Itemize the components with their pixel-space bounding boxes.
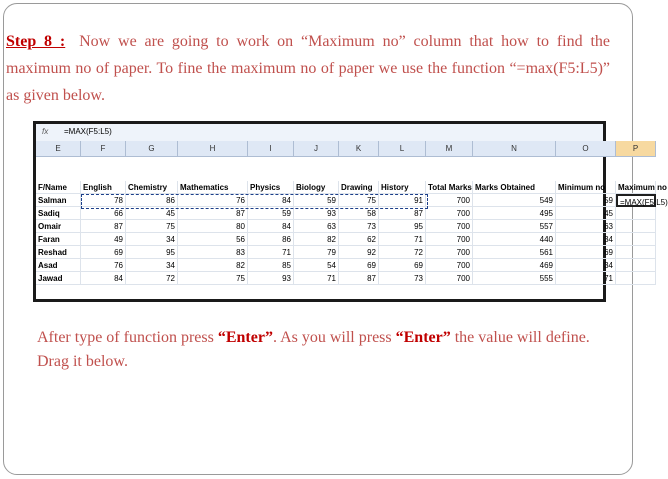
intro-text: Now we are going to work on “Maximum no” column that how to find the maximum no of paper. To fine the maximum no of paper we use the function “=max(F5:L5)” as given below. [6,33,611,104]
column-letter-e[interactable]: E [36,141,81,157]
table-cell[interactable]: 71 [294,272,339,285]
row-name-cell[interactable]: Asad [36,259,81,272]
table-cell[interactable]: 72 [379,246,426,259]
table-cell[interactable]: 700 [426,220,473,233]
table-cell[interactable]: 87 [81,220,126,233]
table-cell[interactable]: 561 [473,246,556,259]
table-cell[interactable]: 72 [126,272,178,285]
table-cell[interactable]: 59 [248,207,294,220]
table-cell[interactable]: 700 [426,246,473,259]
table-cell[interactable]: 73 [379,272,426,285]
table-cell[interactable]: 555 [473,272,556,285]
table-header-cell[interactable]: F/Name [36,181,81,194]
table-cell[interactable]: 700 [426,207,473,220]
table-cell[interactable]: 91 [379,194,426,207]
enter-keyword-2: “Enter” [395,329,451,346]
table-header-cell[interactable]: Marks Obtained [473,181,556,194]
formula-value: =MAX(F5:L5) [64,127,112,136]
after-text-3: the value will define. Drag it below. [37,329,590,370]
table-cell[interactable] [616,246,656,259]
table-cell[interactable]: 34 [126,259,178,272]
table-header-cell[interactable]: Minimum no [556,181,616,194]
fx-icon: fx [42,127,49,136]
table-header-cell[interactable]: Chemistry [126,181,178,194]
table-cell[interactable]: 75 [126,220,178,233]
table-cell[interactable]: 78 [81,194,126,207]
table-cell[interactable] [616,220,656,233]
spreadsheet-screenshot [33,121,668,302]
table-cell[interactable]: 700 [426,259,473,272]
table-cell[interactable]: 700 [426,272,473,285]
table-cell[interactable]: 700 [426,233,473,246]
column-letter-j[interactable]: J [294,141,339,157]
table-cell[interactable] [616,259,656,272]
table-cell[interactable]: 69 [556,246,616,259]
table-cell[interactable]: 84 [81,272,126,285]
column-letter-p[interactable]: P [616,141,656,157]
table-cell[interactable]: 700 [426,194,473,207]
table-cell[interactable]: 557 [473,220,556,233]
column-header-row [36,141,639,157]
table-cell[interactable]: 87 [178,207,248,220]
table-header-cell[interactable]: English [81,181,126,194]
column-letter-i[interactable]: I [248,141,294,157]
table-cell[interactable]: 69 [339,259,379,272]
column-letter-m[interactable]: M [426,141,473,157]
step-label: Step 8 : [6,33,66,50]
table-cell[interactable]: 45 [126,207,178,220]
table-cell[interactable]: 69 [379,259,426,272]
row-name-cell[interactable]: Salman [36,194,81,207]
table-cell[interactable]: 63 [556,220,616,233]
table-header-cell[interactable]: Biology [294,181,339,194]
intro-paragraph [6,28,610,109]
table-cell[interactable]: 45 [556,207,616,220]
table-header-cell[interactable]: Physics [248,181,294,194]
row-name-cell[interactable]: Reshad [36,246,81,259]
table-cell[interactable]: 75 [339,194,379,207]
table-cell[interactable]: 86 [126,194,178,207]
column-letter-n[interactable]: N [473,141,556,157]
table-cell[interactable]: 76 [81,259,126,272]
table-cell[interactable]: 56 [178,233,248,246]
table-cell[interactable]: 34 [556,259,616,272]
row-name-cell[interactable]: Sadiq [36,207,81,220]
table-cell[interactable]: 62 [339,233,379,246]
column-letter-f[interactable]: F [81,141,126,157]
data-grid [36,157,668,302]
table-cell[interactable]: 83 [178,246,248,259]
formula-bar [36,124,603,142]
table-cell[interactable]: 85 [248,259,294,272]
table-cell[interactable]: 95 [126,246,178,259]
table-cell[interactable]: 84 [248,194,294,207]
table-header-cell[interactable]: Mathematics [178,181,248,194]
table-cell[interactable]: 86 [248,233,294,246]
after-text-2: . As you will press [272,329,396,346]
after-text-1: After type of function press [37,329,218,346]
table-header-cell[interactable]: Maximum no [618,183,667,192]
active-formula-cell[interactable]: =MAX(F5:L5) [616,194,656,207]
table-cell[interactable]: 84 [248,220,294,233]
column-letter-l[interactable]: L [379,141,426,157]
table-cell[interactable]: 49 [81,233,126,246]
table-cell[interactable]: 92 [339,246,379,259]
table-cell[interactable]: 71 [379,233,426,246]
table-cell[interactable] [616,272,656,285]
table-header-cell[interactable]: History [379,181,426,194]
row-name-cell[interactable]: Faran [36,233,81,246]
table-cell[interactable]: 76 [178,194,248,207]
table-cell[interactable]: 82 [178,259,248,272]
table-cell[interactable] [616,233,656,246]
table-cell[interactable]: 93 [248,272,294,285]
row-name-cell[interactable]: Jawad [36,272,81,285]
table-header-cell[interactable]: Total Marks [428,183,472,192]
table-cell[interactable]: 66 [81,207,126,220]
table-cell[interactable]: 59 [294,194,339,207]
table-cell[interactable]: 54 [294,259,339,272]
table-cell[interactable]: 69 [81,246,126,259]
table-cell[interactable]: 495 [473,207,556,220]
table-cell[interactable]: 440 [473,233,556,246]
column-letter-o[interactable]: O [556,141,616,157]
after-paragraph [37,326,597,374]
table-cell[interactable]: 73 [339,220,379,233]
table-cell[interactable]: 87 [379,207,426,220]
table-cell[interactable]: 71 [248,246,294,259]
row-name-cell[interactable]: Omair [36,220,81,233]
table-header-cell[interactable]: Drawing [339,181,379,194]
table-cell[interactable]: 82 [294,233,339,246]
table-cell[interactable]: 58 [339,207,379,220]
table-cell[interactable]: 469 [473,259,556,272]
column-letter-g[interactable]: G [126,141,178,157]
table-cell[interactable]: 93 [294,207,339,220]
table-cell[interactable]: 79 [294,246,339,259]
column-letter-k[interactable]: K [339,141,379,157]
table-cell[interactable]: 95 [379,220,426,233]
table-cell[interactable]: 87 [339,272,379,285]
table-cell[interactable]: 63 [294,220,339,233]
column-letter-h[interactable]: H [178,141,248,157]
table-cell[interactable]: 80 [178,220,248,233]
table-cell[interactable]: 71 [556,272,616,285]
enter-keyword-1: “Enter” [217,329,273,346]
table-cell[interactable]: 549 [473,194,556,207]
table-cell[interactable]: 59 [556,194,616,207]
table-cell[interactable]: 34 [126,233,178,246]
table-cell[interactable]: 34 [556,233,616,246]
table-cell[interactable]: 75 [178,272,248,285]
